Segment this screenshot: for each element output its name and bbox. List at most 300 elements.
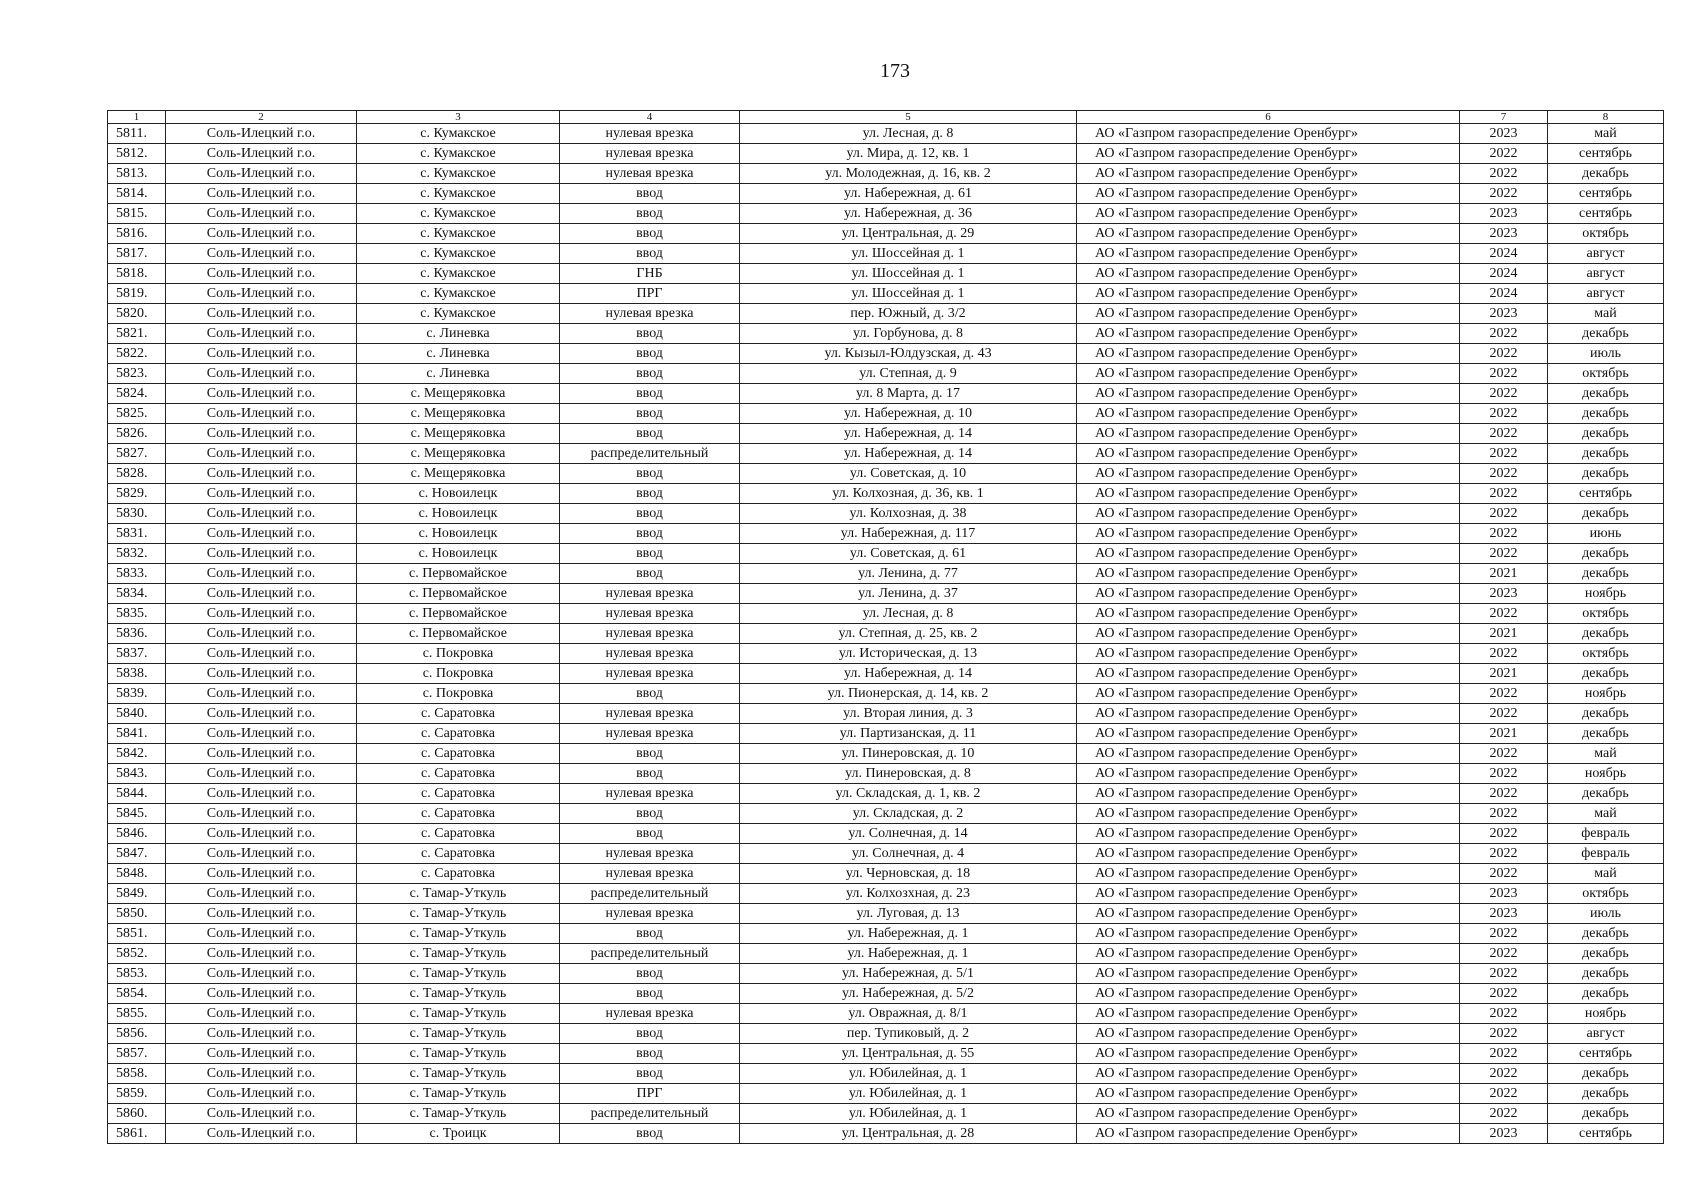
month-cell: май (1548, 124, 1664, 144)
year-cell: 2024 (1460, 244, 1548, 264)
organization-cell: АО «Газпром газораспределение Оренбург» (1077, 204, 1460, 224)
header-cell: 6 (1077, 111, 1460, 124)
organization-cell: АО «Газпром газораспределение Оренбург» (1077, 784, 1460, 804)
month-cell: ноябрь (1548, 1004, 1664, 1024)
year-cell: 2022 (1460, 844, 1548, 864)
row-number-cell: 5845. (108, 804, 166, 824)
year-cell: 2023 (1460, 304, 1548, 324)
municipality-cell: Соль-Илецкий г.о. (166, 224, 357, 244)
municipality-cell: Соль-Илецкий г.о. (166, 964, 357, 984)
settlement-cell: с. Кумакское (357, 264, 560, 284)
municipality-cell: Соль-Илецкий г.о. (166, 944, 357, 964)
year-cell: 2023 (1460, 884, 1548, 904)
table-row (108, 704, 1664, 724)
month-cell: август (1548, 244, 1664, 264)
organization-cell: АО «Газпром газораспределение Оренбург» (1077, 684, 1460, 704)
year-cell: 2022 (1460, 144, 1548, 164)
table-row (108, 744, 1664, 764)
row-number-cell: 5831. (108, 524, 166, 544)
table-row (108, 464, 1664, 484)
work-type-cell: ввод (560, 364, 740, 384)
table-row (108, 544, 1664, 564)
row-number-cell: 5859. (108, 1084, 166, 1104)
month-cell: сентябрь (1548, 1124, 1664, 1144)
organization-cell: АО «Газпром газораспределение Оренбург» (1077, 884, 1460, 904)
row-number-cell: 5838. (108, 664, 166, 684)
address-cell: ул. Складская, д. 2 (740, 804, 1077, 824)
year-cell: 2022 (1460, 344, 1548, 364)
table-row (108, 304, 1664, 324)
address-cell: ул. Пионерская, д. 14, кв. 2 (740, 684, 1077, 704)
work-type-cell: нулевая врезка (560, 304, 740, 324)
year-cell: 2022 (1460, 864, 1548, 884)
settlement-cell: с. Мещеряковка (357, 444, 560, 464)
row-number-cell: 5820. (108, 304, 166, 324)
settlement-cell: с. Саратовка (357, 864, 560, 884)
address-cell: ул. Юбилейная, д. 1 (740, 1084, 1077, 1104)
table-row (108, 1044, 1664, 1064)
header-cell: 7 (1460, 111, 1548, 124)
work-type-cell: ввод (560, 544, 740, 564)
address-cell: ул. Юбилейная, д. 1 (740, 1064, 1077, 1084)
address-cell: ул. Солнечная, д. 14 (740, 824, 1077, 844)
municipality-cell: Соль-Илецкий г.о. (166, 184, 357, 204)
row-number-cell: 5825. (108, 404, 166, 424)
municipality-cell: Соль-Илецкий г.о. (166, 564, 357, 584)
address-cell: ул. Набережная, д. 61 (740, 184, 1077, 204)
work-type-cell: нулевая врезка (560, 124, 740, 144)
municipality-cell: Соль-Илецкий г.о. (166, 824, 357, 844)
municipality-cell: Соль-Илецкий г.о. (166, 544, 357, 564)
month-cell: май (1548, 864, 1664, 884)
month-cell: декабрь (1548, 564, 1664, 584)
work-type-cell: нулевая врезка (560, 664, 740, 684)
year-cell: 2022 (1460, 1004, 1548, 1024)
municipality-cell: Соль-Илецкий г.о. (166, 904, 357, 924)
month-cell: декабрь (1548, 944, 1664, 964)
row-number-cell: 5836. (108, 624, 166, 644)
settlement-cell: с. Саратовка (357, 764, 560, 784)
address-cell: ул. Набережная, д. 14 (740, 424, 1077, 444)
year-cell: 2024 (1460, 284, 1548, 304)
work-type-cell: ввод (560, 464, 740, 484)
address-cell: ул. Набережная, д. 1 (740, 924, 1077, 944)
organization-cell: АО «Газпром газораспределение Оренбург» (1077, 504, 1460, 524)
month-cell: сентябрь (1548, 184, 1664, 204)
year-cell: 2022 (1460, 684, 1548, 704)
work-type-cell: нулевая врезка (560, 704, 740, 724)
year-cell: 2022 (1460, 324, 1548, 344)
row-number-cell: 5860. (108, 1104, 166, 1124)
address-cell: ул. Партизанская, д. 11 (740, 724, 1077, 744)
organization-cell: АО «Газпром газораспределение Оренбург» (1077, 244, 1460, 264)
table-row (108, 764, 1664, 784)
municipality-cell: Соль-Илецкий г.о. (166, 204, 357, 224)
year-cell: 2022 (1460, 524, 1548, 544)
row-number-cell: 5840. (108, 704, 166, 724)
row-number-cell: 5839. (108, 684, 166, 704)
row-number-cell: 5833. (108, 564, 166, 584)
municipality-cell: Соль-Илецкий г.о. (166, 404, 357, 424)
settlement-cell: с. Тамар-Уткуль (357, 904, 560, 924)
table-row (108, 884, 1664, 904)
row-number-cell: 5829. (108, 484, 166, 504)
month-cell: декабрь (1548, 724, 1664, 744)
address-cell: ул. Набережная, д. 5/2 (740, 984, 1077, 1004)
year-cell: 2022 (1460, 464, 1548, 484)
address-cell: ул. Черновская, д. 18 (740, 864, 1077, 884)
month-cell: сентябрь (1548, 484, 1664, 504)
month-cell: октябрь (1548, 224, 1664, 244)
month-cell: февраль (1548, 844, 1664, 864)
organization-cell: АО «Газпром газораспределение Оренбург» (1077, 364, 1460, 384)
settlement-cell: с. Тамар-Уткуль (357, 1024, 560, 1044)
month-cell: июль (1548, 904, 1664, 924)
address-cell: ул. Центральная, д. 55 (740, 1044, 1077, 1064)
municipality-cell: Соль-Илецкий г.о. (166, 244, 357, 264)
table-row (108, 1124, 1664, 1144)
row-number-cell: 5851. (108, 924, 166, 944)
row-number-cell: 5854. (108, 984, 166, 1004)
table-row (108, 904, 1664, 924)
settlement-cell: с. Тамар-Уткуль (357, 1004, 560, 1024)
row-number-cell: 5816. (108, 224, 166, 244)
month-cell: октябрь (1548, 884, 1664, 904)
table-row (108, 604, 1664, 624)
address-cell: ул. Набережная, д. 1 (740, 944, 1077, 964)
work-type-cell: ввод (560, 804, 740, 824)
settlement-cell: с. Кумакское (357, 284, 560, 304)
organization-cell: АО «Газпром газораспределение Оренбург» (1077, 264, 1460, 284)
municipality-cell: Соль-Илецкий г.о. (166, 124, 357, 144)
organization-cell: АО «Газпром газораспределение Оренбург» (1077, 464, 1460, 484)
address-cell: ул. Набережная, д. 10 (740, 404, 1077, 424)
year-cell: 2022 (1460, 404, 1548, 424)
header-cell: 4 (560, 111, 740, 124)
organization-cell: АО «Газпром газораспределение Оренбург» (1077, 664, 1460, 684)
organization-cell: АО «Газпром газораспределение Оренбург» (1077, 1104, 1460, 1124)
address-cell: ул. Горбунова, д. 8 (740, 324, 1077, 344)
year-cell: 2022 (1460, 784, 1548, 804)
work-type-cell: ГНБ (560, 264, 740, 284)
month-cell: февраль (1548, 824, 1664, 844)
address-cell: ул. Ленина, д. 37 (740, 584, 1077, 604)
work-type-cell: нулевая врезка (560, 624, 740, 644)
organization-cell: АО «Газпром газораспределение Оренбург» (1077, 924, 1460, 944)
year-cell: 2022 (1460, 164, 1548, 184)
address-cell: ул. Ленина, д. 77 (740, 564, 1077, 584)
organization-cell: АО «Газпром газораспределение Оренбург» (1077, 704, 1460, 724)
work-type-cell: ввод (560, 224, 740, 244)
work-type-cell: нулевая врезка (560, 1004, 740, 1024)
settlement-cell: с. Саратовка (357, 744, 560, 764)
settlement-cell: с. Линевка (357, 324, 560, 344)
settlement-cell: с. Саратовка (357, 824, 560, 844)
row-number-cell: 5841. (108, 724, 166, 744)
settlement-cell: с. Кумакское (357, 224, 560, 244)
organization-cell: АО «Газпром газораспределение Оренбург» (1077, 1024, 1460, 1044)
address-cell: ул. Степная, д. 25, кв. 2 (740, 624, 1077, 644)
month-cell: май (1548, 744, 1664, 764)
organization-cell: АО «Газпром газораспределение Оренбург» (1077, 1124, 1460, 1144)
address-cell: ул. Юбилейная, д. 1 (740, 1104, 1077, 1124)
year-cell: 2024 (1460, 264, 1548, 284)
organization-cell: АО «Газпром газораспределение Оренбург» (1077, 1004, 1460, 1024)
work-type-cell: распределительный (560, 884, 740, 904)
organization-cell: АО «Газпром газораспределение Оренбург» (1077, 1044, 1460, 1064)
work-type-cell: ввод (560, 684, 740, 704)
table-row (108, 804, 1664, 824)
month-cell: август (1548, 284, 1664, 304)
municipality-cell: Соль-Илецкий г.о. (166, 1124, 357, 1144)
work-type-cell: ввод (560, 964, 740, 984)
row-number-cell: 5817. (108, 244, 166, 264)
organization-cell: АО «Газпром газораспределение Оренбург» (1077, 624, 1460, 644)
month-cell: декабрь (1548, 544, 1664, 564)
municipality-cell: Соль-Илецкий г.о. (166, 924, 357, 944)
row-number-cell: 5832. (108, 544, 166, 564)
organization-cell: АО «Газпром газораспределение Оренбург» (1077, 144, 1460, 164)
row-number-cell: 5858. (108, 1064, 166, 1084)
year-cell: 2022 (1460, 924, 1548, 944)
address-cell: ул. Советская, д. 10 (740, 464, 1077, 484)
header-row (108, 111, 1664, 124)
work-type-cell: ПРГ (560, 284, 740, 304)
month-cell: декабрь (1548, 444, 1664, 464)
table-row (108, 324, 1664, 344)
year-cell: 2023 (1460, 584, 1548, 604)
table-row (108, 244, 1664, 264)
work-type-cell: ввод (560, 504, 740, 524)
municipality-cell: Соль-Илецкий г.о. (166, 984, 357, 1004)
table-row (108, 424, 1664, 444)
year-cell: 2022 (1460, 424, 1548, 444)
year-cell: 2022 (1460, 704, 1548, 724)
row-number-cell: 5811. (108, 124, 166, 144)
year-cell: 2022 (1460, 504, 1548, 524)
work-type-cell: ввод (560, 424, 740, 444)
row-number-cell: 5856. (108, 1024, 166, 1044)
address-cell: ул. Лесная, д. 8 (740, 124, 1077, 144)
organization-cell: АО «Газпром газораспределение Оренбург» (1077, 404, 1460, 424)
address-cell: ул. Луговая, д. 13 (740, 904, 1077, 924)
table-row (108, 184, 1664, 204)
municipality-cell: Соль-Илецкий г.о. (166, 1044, 357, 1064)
row-number-cell: 5848. (108, 864, 166, 884)
table-row (108, 504, 1664, 524)
organization-cell: АО «Газпром газораспределение Оренбург» (1077, 804, 1460, 824)
work-type-cell: ввод (560, 1064, 740, 1084)
table-row (108, 284, 1664, 304)
table-row (108, 264, 1664, 284)
year-cell: 2022 (1460, 384, 1548, 404)
municipality-cell: Соль-Илецкий г.о. (166, 504, 357, 524)
header-cell: 1 (108, 111, 166, 124)
table-row (108, 644, 1664, 664)
municipality-cell: Соль-Илецкий г.о. (166, 604, 357, 624)
month-cell: декабрь (1548, 464, 1664, 484)
settlement-cell: с. Линевка (357, 344, 560, 364)
settlement-cell: с. Покровка (357, 664, 560, 684)
organization-cell: АО «Газпром газораспределение Оренбург» (1077, 724, 1460, 744)
table-row (108, 944, 1664, 964)
year-cell: 2022 (1460, 964, 1548, 984)
settlement-cell: с. Первомайское (357, 624, 560, 644)
row-number-cell: 5850. (108, 904, 166, 924)
organization-cell: АО «Газпром газораспределение Оренбург» (1077, 584, 1460, 604)
municipality-cell: Соль-Илецкий г.о. (166, 1084, 357, 1104)
address-cell: ул. Колхозхная, д. 23 (740, 884, 1077, 904)
organization-cell: АО «Газпром газораспределение Оренбург» (1077, 764, 1460, 784)
organization-cell: АО «Газпром газораспределение Оренбург» (1077, 644, 1460, 664)
municipality-cell: Соль-Илецкий г.о. (166, 644, 357, 664)
settlement-cell: с. Тамар-Уткуль (357, 1064, 560, 1084)
address-cell: ул. Лесная, д. 8 (740, 604, 1077, 624)
table-row (108, 364, 1664, 384)
year-cell: 2021 (1460, 664, 1548, 684)
table-row (108, 564, 1664, 584)
work-type-cell: ввод (560, 824, 740, 844)
address-cell: ул. Набережная, д. 14 (740, 664, 1077, 684)
municipality-cell: Соль-Илецкий г.о. (166, 584, 357, 604)
table-row (108, 864, 1664, 884)
work-type-cell: нулевая врезка (560, 904, 740, 924)
month-cell: декабрь (1548, 704, 1664, 724)
work-type-cell: нулевая врезка (560, 844, 740, 864)
row-number-cell: 5818. (108, 264, 166, 284)
row-number-cell: 5823. (108, 364, 166, 384)
month-cell: ноябрь (1548, 584, 1664, 604)
row-number-cell: 5857. (108, 1044, 166, 1064)
month-cell: июль (1548, 344, 1664, 364)
work-type-cell: ввод (560, 564, 740, 584)
table-row (108, 844, 1664, 864)
municipality-cell: Соль-Илецкий г.о. (166, 344, 357, 364)
row-number-cell: 5844. (108, 784, 166, 804)
month-cell: декабрь (1548, 504, 1664, 524)
address-cell: пер. Южный, д. 3/2 (740, 304, 1077, 324)
year-cell: 2022 (1460, 824, 1548, 844)
table-row (108, 484, 1664, 504)
year-cell: 2022 (1460, 1084, 1548, 1104)
organization-cell: АО «Газпром газораспределение Оренбург» (1077, 524, 1460, 544)
row-number-cell: 5821. (108, 324, 166, 344)
month-cell: декабрь (1548, 424, 1664, 444)
year-cell: 2022 (1460, 1044, 1548, 1064)
settlement-cell: с. Первомайское (357, 564, 560, 584)
settlement-cell: с. Кумакское (357, 124, 560, 144)
address-cell: ул. Центральная, д. 29 (740, 224, 1077, 244)
month-cell: декабрь (1548, 1064, 1664, 1084)
address-cell: ул. Вторая линия, д. 3 (740, 704, 1077, 724)
settlement-cell: с. Покровка (357, 644, 560, 664)
table-row (108, 924, 1664, 944)
organization-cell: АО «Газпром газораспределение Оренбург» (1077, 1064, 1460, 1084)
settlement-cell: с. Саратовка (357, 704, 560, 724)
organization-cell: АО «Газпром газораспределение Оренбург» (1077, 544, 1460, 564)
work-type-cell: распределительный (560, 944, 740, 964)
municipality-cell: Соль-Илецкий г.о. (166, 664, 357, 684)
gasification-table (107, 110, 1664, 1144)
settlement-cell: с. Новоилецк (357, 504, 560, 524)
municipality-cell: Соль-Илецкий г.о. (166, 744, 357, 764)
work-type-cell: распределительный (560, 444, 740, 464)
settlement-cell: с. Саратовка (357, 804, 560, 824)
settlement-cell: с. Тамар-Уткуль (357, 1044, 560, 1064)
month-cell: декабрь (1548, 404, 1664, 424)
month-cell: декабрь (1548, 924, 1664, 944)
address-cell: ул. 8 Марта, д. 17 (740, 384, 1077, 404)
work-type-cell: нулевая врезка (560, 644, 740, 664)
settlement-cell: с. Тамар-Уткуль (357, 964, 560, 984)
work-type-cell: нулевая врезка (560, 724, 740, 744)
year-cell: 2022 (1460, 944, 1548, 964)
settlement-cell: с. Мещеряковка (357, 384, 560, 404)
municipality-cell: Соль-Илецкий г.о. (166, 884, 357, 904)
row-number-cell: 5834. (108, 584, 166, 604)
row-number-cell: 5843. (108, 764, 166, 784)
settlement-cell: с. Новоилецк (357, 544, 560, 564)
settlement-cell: с. Тамар-Уткуль (357, 984, 560, 1004)
row-number-cell: 5852. (108, 944, 166, 964)
work-type-cell: ввод (560, 1024, 740, 1044)
address-cell: ул. Шоссейная д. 1 (740, 244, 1077, 264)
municipality-cell: Соль-Илецкий г.о. (166, 484, 357, 504)
organization-cell: АО «Газпром газораспределение Оренбург» (1077, 964, 1460, 984)
municipality-cell: Соль-Илецкий г.о. (166, 844, 357, 864)
row-number-cell: 5815. (108, 204, 166, 224)
address-cell: ул. Молодежная, д. 16, кв. 2 (740, 164, 1077, 184)
month-cell: декабрь (1548, 964, 1664, 984)
municipality-cell: Соль-Илецкий г.о. (166, 684, 357, 704)
row-number-cell: 5827. (108, 444, 166, 464)
table-row (108, 124, 1664, 144)
row-number-cell: 5842. (108, 744, 166, 764)
row-number-cell: 5835. (108, 604, 166, 624)
address-cell: ул. Кызыл-Юлдузская, д. 43 (740, 344, 1077, 364)
year-cell: 2022 (1460, 764, 1548, 784)
month-cell: декабрь (1548, 664, 1664, 684)
table-row (108, 384, 1664, 404)
row-number-cell: 5828. (108, 464, 166, 484)
organization-cell: АО «Газпром газораспределение Оренбург» (1077, 984, 1460, 1004)
year-cell: 2022 (1460, 1064, 1548, 1084)
municipality-cell: Соль-Илецкий г.о. (166, 164, 357, 184)
table-row (108, 664, 1664, 684)
address-cell: ул. Солнечная, д. 4 (740, 844, 1077, 864)
settlement-cell: с. Первомайское (357, 584, 560, 604)
year-cell: 2022 (1460, 1024, 1548, 1044)
year-cell: 2023 (1460, 904, 1548, 924)
table-row (108, 204, 1664, 224)
organization-cell: АО «Газпром газораспределение Оренбург» (1077, 604, 1460, 624)
settlement-cell: с. Первомайское (357, 604, 560, 624)
work-type-cell: ввод (560, 984, 740, 1004)
organization-cell: АО «Газпром газораспределение Оренбург» (1077, 224, 1460, 244)
organization-cell: АО «Газпром газораспределение Оренбург» (1077, 444, 1460, 464)
table-body (108, 111, 1664, 1144)
settlement-cell: с. Кумакское (357, 164, 560, 184)
year-cell: 2023 (1460, 204, 1548, 224)
settlement-cell: с. Линевка (357, 364, 560, 384)
month-cell: май (1548, 304, 1664, 324)
organization-cell: АО «Газпром газораспределение Оренбург» (1077, 424, 1460, 444)
address-cell: ул. Центральная, д. 28 (740, 1124, 1077, 1144)
work-type-cell: ввод (560, 764, 740, 784)
organization-cell: АО «Газпром газораспределение Оренбург» (1077, 864, 1460, 884)
work-type-cell: ввод (560, 204, 740, 224)
settlement-cell: с. Мещеряковка (357, 424, 560, 444)
